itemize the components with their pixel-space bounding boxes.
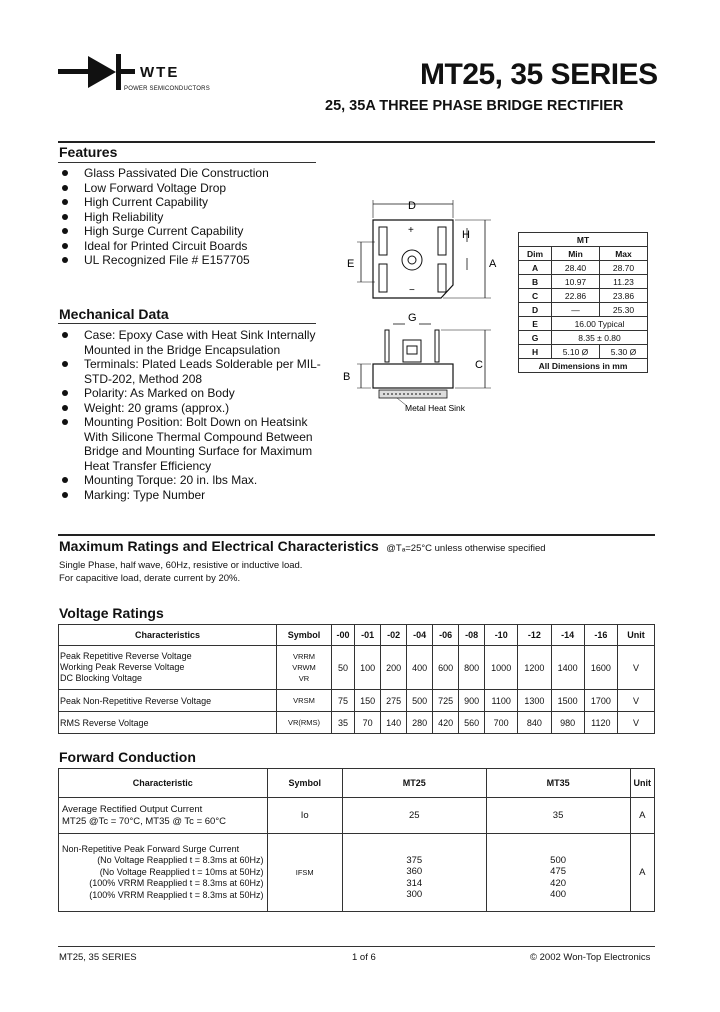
dim-col-dim: Dim [519, 247, 552, 261]
list-item: Polarity: As Marked on Body [60, 386, 328, 401]
dim-b-label: B [343, 371, 351, 383]
col-unit: Unit [630, 769, 655, 798]
col-characteristics: Characteristics [59, 625, 277, 646]
features-underline [58, 162, 316, 163]
list-item: Terminals: Plated Leads Solderable per MIL-STD-202, Method 208 [60, 357, 328, 386]
table-row: Average Rectified Output Current MT25 @Tc = 70°C, MT35 @ Tc = 60°C Io 25 35 A [59, 798, 655, 834]
mechanical-list [60, 328, 328, 502]
dim-h-label: H [462, 229, 470, 241]
logo [58, 52, 218, 96]
list-item: Case: Epoxy Case with Heat Sink Internally Mounted in the Bridge Encapsulation [60, 328, 328, 357]
list-item: High Current Capability [60, 195, 340, 210]
col-unit: Unit [618, 625, 655, 646]
page-title: MT25, 35 SERIES [420, 58, 658, 91]
features-list [60, 166, 340, 268]
heat-sink-label: Metal Heat Sink [405, 403, 465, 413]
list-item: Mounting Position: Bolt Down on Heatsink With Silicone Thermal Compound Between Bridge and Mounting Surface for Maximum Heat Transfer Efficiency [60, 415, 328, 473]
package-side-view [373, 364, 453, 388]
table-row: C 22.86 23.86 [519, 289, 648, 303]
footer-left: MT25, 35 SERIES [59, 952, 137, 963]
table-row: RMS Reverse Voltage VR(RMS) 35 70 140 280 420 560 700 840 980 1120 V [59, 712, 655, 734]
mechanical-underline [58, 323, 316, 324]
forward-heading: Forward Conduction [59, 749, 196, 765]
table-row: B 10.97 11.23 [519, 275, 648, 289]
list-item: High Reliability [60, 210, 340, 225]
list-item: Low Forward Voltage Drop [60, 181, 340, 196]
mounting-hole [402, 250, 422, 270]
dim-a-label: A [489, 258, 497, 270]
dim-c-label: C [475, 359, 483, 371]
col-symbol: Symbol [277, 625, 332, 646]
footer-page: 1 of 6 [352, 952, 376, 963]
max-ratings-condition: @Tₐ=25°C unless otherwise specified [386, 543, 546, 554]
list-item: Glass Passivated Die Construction [60, 166, 340, 181]
note-1: Single Phase, half wave, 60Hz, resistive or inductive load. [59, 560, 303, 571]
col-symbol: Symbol [267, 769, 342, 798]
dimension-table [518, 232, 648, 373]
logo-tagline: POWER SEMICONDUCTORS [124, 86, 210, 92]
dim-e-label: E [347, 258, 355, 270]
dim-col-min: Min [552, 247, 600, 261]
max-ratings-heading: Maximum Ratings and Electrical Characteristics [59, 538, 379, 554]
table-row: A 28.40 28.70 [519, 261, 648, 275]
dim-d-label: D [408, 200, 416, 212]
mechanical-heading: Mechanical Data [59, 306, 169, 322]
table-row: Peak Non-Repetitive Reverse Voltage VRSM 75 150 275 500 725 900 1100 1300 1500 1700 V [59, 690, 655, 712]
list-item: Ideal for Printed Circuit Boards [60, 239, 340, 254]
features-heading: Features [59, 144, 118, 160]
table-row: D — 25.30 [519, 303, 648, 317]
table-row: Peak Repetitive Reverse Voltage Working Peak Reverse Voltage DC Blocking Voltage VRRM VRWM VR 50 100 200 400 600 800 1000 1200 1400 1600 V [59, 646, 655, 690]
col-mt25: MT25 [342, 769, 486, 798]
footer-divider [58, 946, 655, 947]
table-row: E 16.00 Typical [519, 317, 648, 331]
page-subtitle: 25, 35A THREE PHASE BRIDGE RECTIFIER [325, 98, 624, 114]
divider [58, 141, 655, 143]
dim-table-group: MT [519, 233, 648, 247]
plus-mark: + [408, 225, 414, 236]
logo-text: WTE [140, 64, 180, 81]
voltage-table: Characteristics Symbol -00 -01 -02 -04 -06 -08 -10 -12 -14 -16 Unit Peak Repetitive Reverse Voltage Working Peak Reverse Voltage DC Blocking Voltage VRRM VRWM VR 50 100 200 400 600 800 1000 1200 1400 1600 V Peak Non-Repetitive Reverse Voltage VRSM 75 150 275 500 725 900 1100 1300 1500 1700 V RMS Reverse Voltage VR(RMS) 35 70 140 280 420 560 700 840 980 1120 V [58, 624, 655, 734]
table-row: H 5.10 Ø 5.30 Ø [519, 345, 648, 359]
list-item: Weight: 20 grams (approx.) [60, 401, 328, 416]
divider [58, 534, 655, 536]
list-item: High Surge Current Capability [60, 224, 340, 239]
minus-mark: − [409, 285, 415, 296]
max-ratings-header [59, 538, 546, 556]
dim-table-footer: All Dimensions in mm [519, 359, 648, 373]
list-item: UL Recognized File # E157705 [60, 253, 340, 268]
footer-copyright: © 2002 Won-Top Electronics [530, 952, 651, 963]
note-2: For capacitive load, derate current by 20%. [59, 573, 241, 584]
table-row: Non-Repetitive Peak Forward Surge Current (No Voltage Reapplied t = 8.3ms at 60Hz) (No Voltage Reapplied t = 10ms at 50Hz) (100% VRRM Reapplied t = 8.3ms at 60Hz) (100% VRRM Reapplied t = 8.3ms at 50Hz) IFSM 375 360 314 300 500 475 420 400 A [59, 834, 655, 912]
package-drawing [335, 190, 515, 420]
forward-table [58, 768, 655, 912]
dim-g-label: G [408, 312, 417, 324]
list-item: Mounting Torque: 20 in. lbs Max. [60, 473, 328, 488]
col-mt35: MT35 [486, 769, 630, 798]
table-row: G 8.35 ± 0.80 [519, 331, 648, 345]
dim-col-max: Max [600, 247, 648, 261]
col-characteristic: Characteristic [59, 769, 268, 798]
list-item: Marking: Type Number [60, 488, 328, 503]
voltage-heading: Voltage Ratings [59, 605, 164, 621]
